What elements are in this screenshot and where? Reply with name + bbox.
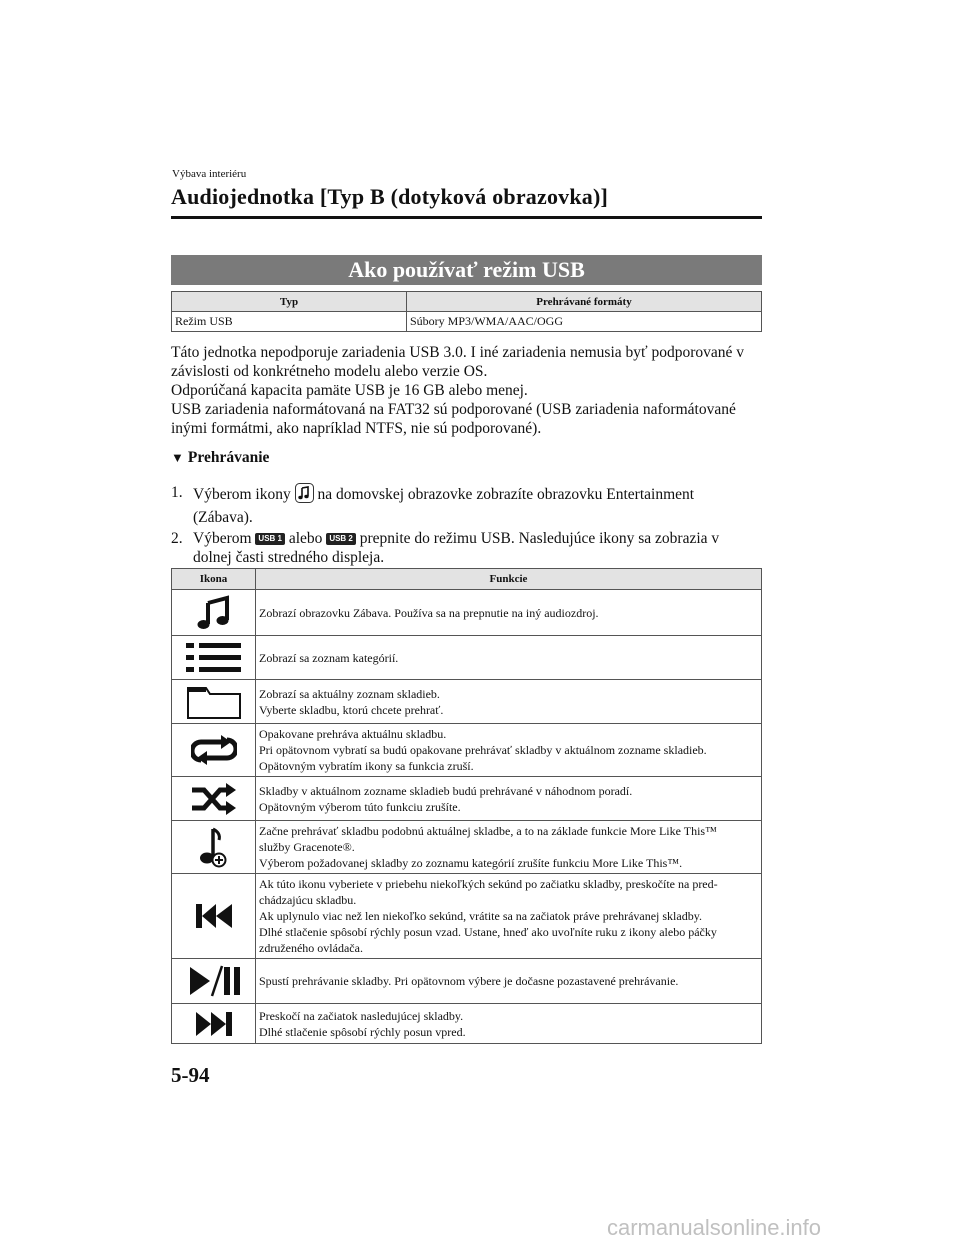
page-title: Audiojednotka [Typ B (dotyková obrazovka)]	[171, 184, 609, 209]
format-cell-formats: Súbory MP3/WMA/AAC/OGG	[407, 312, 762, 332]
description-line: Zobrazí obrazovku Zábava. Používa sa na prepnutie na iný audiozdroj.	[259, 605, 599, 620]
step-text-cont: dolnej časti stredného displeja.	[193, 549, 385, 566]
paragraph-line: Odporúčaná kapacita pamäte USB je 16 GB alebo menej.	[171, 382, 528, 399]
icon-description	[256, 777, 762, 821]
previous-track-icon	[172, 874, 256, 959]
icon-description	[256, 636, 762, 680]
play-pause-icon	[172, 959, 256, 1004]
description-line: Zobrazí sa zoznam kategórií.	[259, 650, 399, 665]
icon-description	[256, 821, 762, 874]
format-col-formats: Prehrávané formáty	[407, 292, 762, 312]
paragraph-line: Táto jednotka nepodporuje zariadenia USB 3.0. I iné zariadenia nemusia byť podporované v	[171, 344, 745, 361]
folder-icon	[172, 680, 256, 724]
description-line: združeného ovládača.	[259, 941, 363, 955]
step-text: Výberom ikony	[193, 486, 291, 504]
description-line: Ak uplynulo viac než len niekoľko sekúnd, vrátite sa na začiatok práve prehrávanej skladby.	[259, 909, 702, 923]
playback-heading-text: Prehrávanie	[187, 449, 270, 466]
icon-col-icon: Ikona	[172, 569, 256, 590]
icon-description	[256, 680, 762, 724]
icon-table	[171, 568, 762, 1044]
section-label: Výbava interiéru	[172, 168, 247, 180]
description-line: Zobrazí sa aktuálny zoznam skladieb.	[259, 686, 440, 701]
next-track-icon	[172, 1004, 256, 1044]
entertainment-note-icon	[295, 483, 314, 508]
description-line: Dlhé stlačenie spôsobí rýchly posun vpred.	[259, 1024, 466, 1039]
paragraph-line: závislosti od konkrétneho modelu alebo verzie OS.	[171, 363, 488, 380]
table-row	[172, 959, 762, 1004]
step-2	[171, 529, 771, 567]
icon-description	[256, 959, 762, 1004]
description-line: Pri opätovnom vybratí sa budú opakovane prehrávať skladby v aktuálnom zozname skladieb.	[259, 743, 707, 757]
step-text: Výberom	[193, 530, 252, 547]
icon-description	[256, 724, 762, 777]
table-row	[172, 1004, 762, 1044]
description-line: Opätovným výberom túto funkciu zrušíte.	[259, 799, 461, 814]
section-banner: Ako používať režim USB	[171, 255, 762, 285]
description-line: Spustí prehrávanie skladby. Pri opätovnom výbere je dočasne pozastavené prehrávanie.	[259, 974, 679, 988]
description-line: Dlhé stlačenie spôsobí rýchly posun vzad. Ustane, hneď ako uvoľníte ruku z ikony alebo páčky	[259, 925, 717, 939]
format-col-type: Typ	[172, 292, 407, 312]
table-row	[172, 724, 762, 777]
step-text: alebo	[288, 530, 323, 547]
description-line: Opakovane prehráva aktuálnu skladbu.	[259, 727, 447, 741]
table-row	[172, 312, 762, 332]
paragraph-line: USB zariadenia naformátovaná na FAT32 sú podporované (USB zariadenia naformátované	[171, 401, 736, 418]
music-note-icon	[172, 590, 256, 636]
icon-description	[256, 590, 762, 636]
category-list-icon	[172, 636, 256, 680]
more-like-this-icon	[172, 821, 256, 874]
usb1-button-icon: USB 1	[255, 533, 285, 545]
description-line: Preskočí na začiatok nasledujúcej skladby.	[259, 1008, 464, 1023]
page-number: 5-94	[171, 1063, 210, 1087]
description-line: Ak túto ikonu vyberiete v priebehu niekoľkých sekúnd po začiatku skladby, preskočíte na pred-	[259, 877, 718, 891]
step-1	[171, 483, 771, 527]
table-row	[172, 874, 762, 959]
table-row	[172, 590, 762, 636]
paragraph-line: inými formátmi, ako napríklad NTFS, nie sú podporované).	[171, 420, 542, 437]
shuffle-icon	[172, 777, 256, 821]
table-row	[172, 821, 762, 874]
description-line: chádzajúcu skladbu.	[259, 893, 357, 907]
description-line: Vyberte skladbu, ktorú chcete prehrať.	[259, 702, 444, 717]
usb2-button-icon: USB 2	[326, 533, 356, 545]
intro-paragraph	[171, 343, 771, 438]
table-row	[172, 777, 762, 821]
icon-description	[256, 1004, 762, 1044]
description-line: Výberom požadovanej skladby zo zoznamu kategórií zrušíte funkciu More Like This™.	[259, 856, 683, 870]
table-row	[172, 636, 762, 680]
title-divider	[171, 216, 762, 219]
icon-col-function: Funkcie	[256, 569, 762, 590]
step-text: prepnite do režimu USB. Nasledujúce ikony sa zobrazia v	[359, 530, 720, 547]
description-line: Skladby v aktuálnom zozname skladieb budú prehrávané v náhodnom poradí.	[259, 783, 633, 798]
description-line: Začne prehrávať skladbu podobnú aktuálnej skladbe, a to na základe funkcie More Like This™	[259, 824, 717, 838]
repeat-icon	[172, 724, 256, 777]
icon-table-header	[172, 569, 762, 590]
step-text: na domovskej obrazovke zobrazíte obrazovku Entertainment	[317, 486, 695, 504]
step-text-cont: (Zábava).	[193, 509, 253, 526]
step-number: 2.	[171, 530, 183, 547]
triangle-down-icon: ▼	[171, 450, 184, 465]
table-row	[172, 680, 762, 724]
description-line: Opätovným vybratím ikony sa funkcia zruší.	[259, 759, 474, 773]
playback-heading	[171, 449, 269, 467]
steps-list	[171, 483, 771, 567]
format-cell-type: Režim USB	[172, 312, 407, 332]
icon-description	[256, 874, 762, 959]
format-table-header	[172, 292, 762, 312]
format-table	[171, 291, 762, 332]
description-line: služby Gracenote®.	[259, 840, 355, 854]
step-number: 1.	[171, 484, 183, 501]
watermark: carmanualsonline.info	[607, 1215, 822, 1240]
